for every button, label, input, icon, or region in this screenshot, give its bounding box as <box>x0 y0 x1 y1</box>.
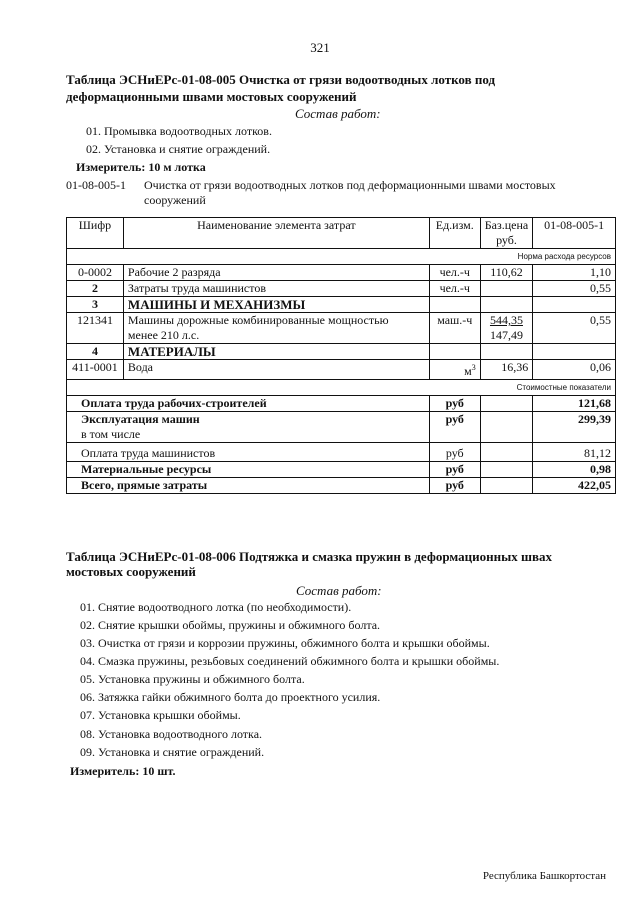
cipher-cell: 121341 <box>67 313 124 344</box>
table1-work-item: 02. Установка и снятие ограждений. <box>86 142 271 156</box>
price-cell <box>480 313 532 344</box>
table2-work-item: 08. Установка водоотводного лотка. <box>80 727 263 741</box>
cost-row <box>67 396 616 412</box>
price-cell: 16,36 <box>480 360 532 380</box>
table2-work-item: 09. Установка и снятие ограждений. <box>80 745 265 759</box>
cost-label: Стоимостные показатели <box>67 380 616 396</box>
table-header-row <box>67 218 616 249</box>
table2-work-heading: Состав работ: <box>296 583 382 598</box>
value-cell: 1,10 <box>533 265 616 281</box>
cipher-cell: 411-0001 <box>67 360 124 380</box>
table2-work-item: 01. Снятие водоотводного лотка (по необходимости). <box>80 600 352 614</box>
header-name: Наименование элемента затрат <box>123 218 429 249</box>
norm-label-row <box>67 249 616 265</box>
cost-unit: руб <box>429 462 480 478</box>
name-cell: Вода <box>123 360 429 380</box>
header-column-code: 01-08-005-1 <box>533 218 616 249</box>
cost-row <box>67 412 616 443</box>
cost-value: 0,98 <box>533 462 616 478</box>
cost-note: в том числе <box>81 427 141 441</box>
header-cipher: Шифр <box>67 218 124 249</box>
table-row <box>67 281 616 297</box>
name-cell: Затраты труда машинистов <box>123 281 429 297</box>
section-number: 3 <box>67 297 124 313</box>
name-line: менее 210 л.с. <box>127 328 200 342</box>
cipher-cell: 0-0002 <box>67 265 124 281</box>
table1-title-line2: деформационными швами мостовых сооружений <box>66 89 357 104</box>
unit-cell: маш.-ч <box>429 313 480 344</box>
cost-value: 299,39 <box>533 412 616 443</box>
value-cell: 0,06 <box>533 360 616 380</box>
table-row <box>67 265 616 281</box>
table2-title-line1: Таблица ЭСНиЕРс-01-08-006 Подтяжка и смазка пружин в деформационных швах <box>66 549 553 564</box>
cost-row <box>67 443 616 462</box>
norm-label: Норма расхода ресурсов <box>67 249 616 265</box>
cost-name: Оплата труда рабочих-строителей <box>67 396 430 412</box>
name-line: Машины дорожные комбинированные мощностью <box>127 313 389 327</box>
table1-code: 01-08-005-1 <box>66 178 126 192</box>
table2-work-item: 07. Установка крышки обоймы. <box>80 708 241 722</box>
unit-superscript: 3 <box>471 363 476 372</box>
value-cell: 0,55 <box>533 281 616 297</box>
cost-unit: руб <box>429 478 480 494</box>
table-row <box>67 313 616 344</box>
table1-work-item: 01. Промывка водоотводных лотков. <box>86 124 272 138</box>
cost-name <box>67 412 430 443</box>
price-cell: 110,62 <box>480 265 532 281</box>
table2-work-item: 04. Смазка пружины, резьбовых соединений обжимного болта и крышки обоймы. <box>80 654 500 668</box>
header-unit: Ед.изм. <box>429 218 480 249</box>
cost-name: Материальные ресурсы <box>67 462 430 478</box>
cost-value: 121,68 <box>533 396 616 412</box>
table2-title-line2: мостовых сооружений <box>66 564 196 579</box>
name-cell: Рабочие 2 разряда <box>123 265 429 281</box>
header-price: Баз.цена руб. <box>480 218 532 249</box>
unit-text: м <box>464 364 472 378</box>
cost-label-row <box>67 380 616 396</box>
cost-unit: руб <box>429 412 480 443</box>
table2-meter: Измеритель: 10 шт. <box>70 764 176 778</box>
unit-cell: чел.-ч <box>429 281 480 297</box>
cost-unit: руб <box>429 443 480 462</box>
table1-code-description-cont: сооружений <box>144 193 206 207</box>
footer-region: Республика Башкортостан <box>482 870 606 882</box>
cost-value: 422,05 <box>533 478 616 494</box>
value-cell: 0,55 <box>533 313 616 344</box>
cost-name-text: Эксплуатация машин <box>81 412 200 426</box>
unit-cell <box>429 360 480 380</box>
table2-work-item: 03. Очистка от грязи и коррозии пружины, обжимного болта и крышки обоймы. <box>80 636 490 650</box>
table-row <box>67 360 616 380</box>
section-title: МАТЕРИАЛЫ <box>123 344 429 360</box>
table2-work-item: 02. Снятие крышки обоймы, пружины и обжимного болта. <box>80 618 381 632</box>
table2-work-item: 06. Затяжка гайки обжимного болта до проектного усилия. <box>80 690 381 704</box>
price-cell <box>480 281 532 297</box>
table1-work-heading: Состав работ: <box>295 106 381 121</box>
page-number: 321 <box>310 40 330 55</box>
cipher-cell: 2 <box>67 281 124 297</box>
resource-table <box>66 217 616 494</box>
price-value: 147,49 <box>489 328 523 342</box>
cost-unit: руб <box>429 396 480 412</box>
table2-work-item: 05. Установка пружины и обжимного болта. <box>80 672 305 686</box>
cost-name: Всего, прямые затраты <box>67 478 430 494</box>
cost-row <box>67 478 616 494</box>
name-cell <box>123 313 429 344</box>
table1-title-line1: Таблица ЭСНиЕРс-01-08-005 Очистка от грязи водоотводных лотков под <box>66 72 496 87</box>
section-row <box>67 297 616 313</box>
section-row <box>67 344 616 360</box>
unit-cell: чел.-ч <box>429 265 480 281</box>
cost-row <box>67 462 616 478</box>
section-number: 4 <box>67 344 124 360</box>
table1-meter: Измеритель: 10 м лотка <box>76 160 206 174</box>
section-title: МАШИНЫ И МЕХАНИЗМЫ <box>123 297 429 313</box>
table1-code-description: Очистка от грязи водоотводных лотков под деформационными швами мостовых <box>144 178 556 192</box>
cost-name: Оплата труда машинистов <box>67 443 430 462</box>
price-value: 544,35 <box>489 313 523 327</box>
cost-value: 81,12 <box>533 443 616 462</box>
